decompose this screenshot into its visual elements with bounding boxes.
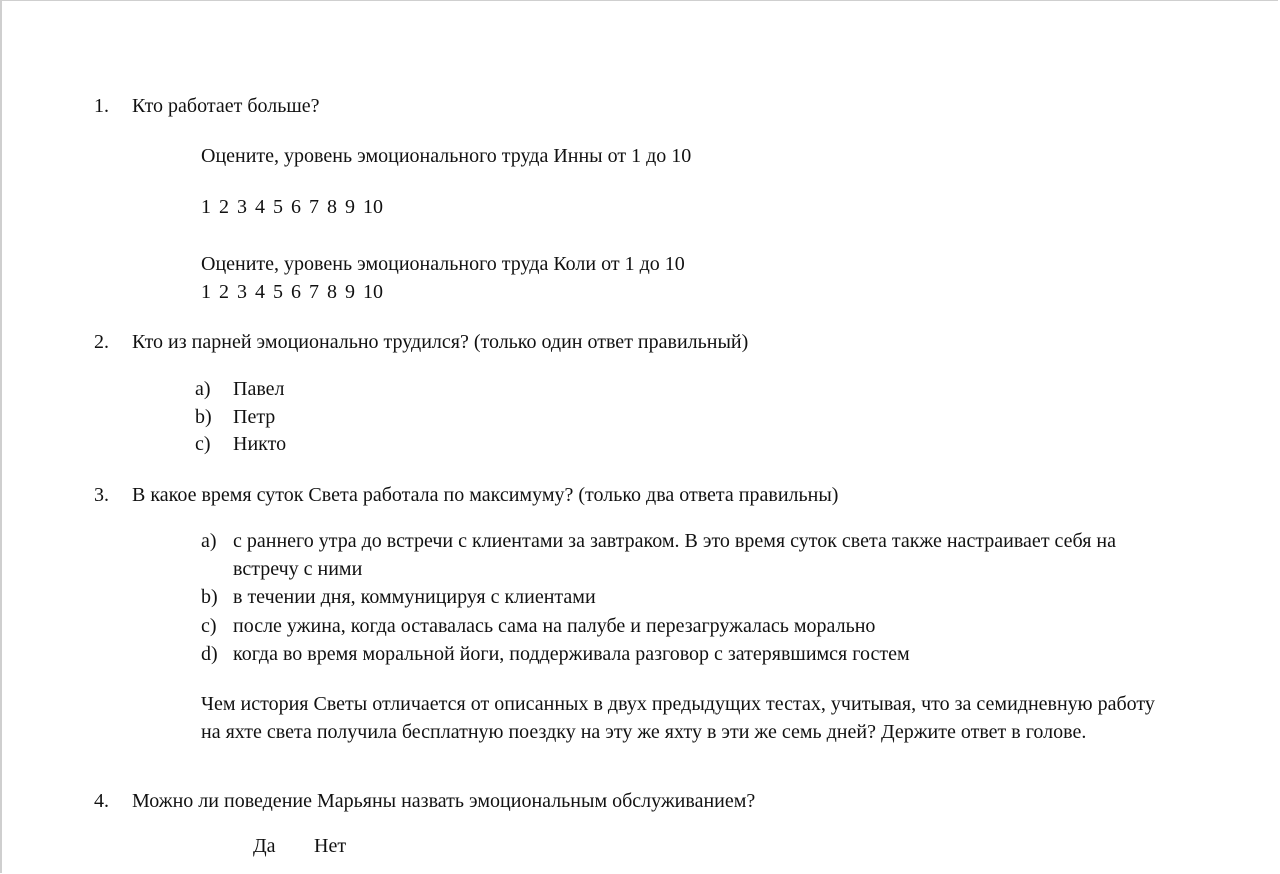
question-3-number: 3. bbox=[94, 484, 109, 506]
question-1-text: Кто работает больше? bbox=[132, 95, 320, 117]
q3-option-a-line1: с раннего утра до встречи с клиентами за завтраком. В это время суток света также настраивает себя на bbox=[233, 530, 1117, 552]
question-1-number: 1. bbox=[94, 95, 109, 117]
question-3-text: В какое время суток Света работала по максимуму? (только два ответа правильны) bbox=[132, 484, 839, 506]
q3-note: Чем история Светы отличается от описанных в двух предыдущих тестах, учитывая, что за семидневную работу на яхте света получила бесплатную поездку на эту же яхту в эти же семь дней? Держите ответ в голове. bbox=[201, 693, 1155, 743]
q2-option-c-letter: c) bbox=[195, 433, 211, 455]
inna-rating-prompt: Оцените, уровень эмоционального труда Инны от 1 до 10 bbox=[201, 145, 692, 167]
q2-option-b-text: Петр bbox=[233, 406, 276, 428]
question-2-text: Кто из парней эмоционально трудился? (только один ответ правильный) bbox=[132, 331, 749, 353]
q3-option-b-text: в течении дня, коммуницируя с клиентами bbox=[233, 586, 596, 608]
inna-rating-scale: 1 2 3 4 5 6 7 8 9 10 bbox=[201, 196, 383, 218]
q3-option-c-letter: c) bbox=[201, 615, 217, 637]
question-2-number: 2. bbox=[94, 331, 109, 353]
q3-option-d-letter: d) bbox=[201, 643, 218, 665]
q2-option-c-text: Никто bbox=[233, 433, 287, 455]
q3-option-d-text: когда во время моральной йоги, поддерживала разговор с затерявшимся гостем bbox=[233, 643, 910, 665]
q2-option-b-letter: b) bbox=[195, 406, 212, 428]
question-4-number: 4. bbox=[94, 790, 109, 812]
kolya-rating-scale: 1 2 3 4 5 6 7 8 9 10 bbox=[201, 281, 383, 303]
kolya-rating-prompt: Оцените, уровень эмоционального труда Коли от 1 до 10 bbox=[201, 253, 685, 275]
answer-yes: Да bbox=[253, 835, 276, 857]
q2-option-a-text: Павел bbox=[233, 378, 285, 400]
q3-option-a-line2: встречу с ними bbox=[233, 558, 363, 580]
q3-option-c-text: после ужина, когда оставалась сама на палубе и перезагружалась морально bbox=[233, 615, 876, 637]
q2-option-a-letter: a) bbox=[195, 378, 211, 400]
question-4-text: Можно ли поведение Марьяны назвать эмоциональным обслуживанием? bbox=[132, 790, 756, 812]
answer-no: Нет bbox=[314, 835, 347, 857]
q3-option-a-letter: a) bbox=[201, 530, 217, 552]
q3-option-b-letter: b) bbox=[201, 586, 218, 608]
